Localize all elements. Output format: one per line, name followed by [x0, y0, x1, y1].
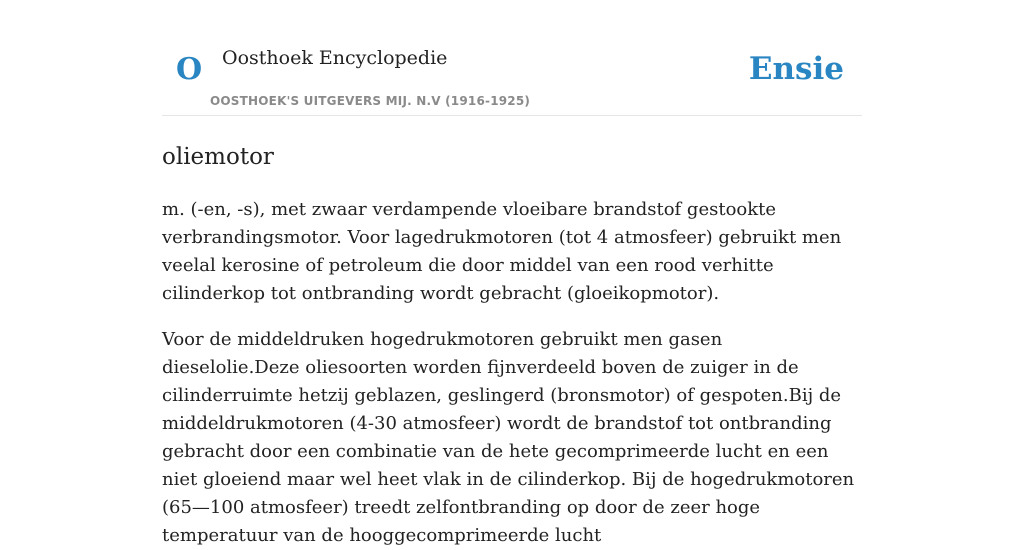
entry-paragraph: m. (-en, -s), met zwaar verdampende vloeibare brandstof gestookte verbrandingsmotor. Voor lagedrukmotoren (tot 4 atmosfeer) gebruikt men veelal kerosine of petroleum die door middel van een rood verhitte cilinderkop tot ontbranding wordt gebracht (gloeikopmotor). [162, 199, 842, 304]
entry-paragraph: Voor de middeldruken hogedrukmotoren gebruikt men gasen dieselolie.Deze oliesoorten worden fijnverdeeld boven de zuiger in de cilinderruimte hetzij geblazen, geslingerd (bronsmotor) of gespoten.Bij de middeldrukmotoren (4-30 atmosfeer) wordt de brandstof tot ontbranding gebracht door een combinatie van de hete gecomprimeerde lucht en een niet gloeiend maar wel heet vlak in de cilinderkop. Bij de hogedrukmotoren (65—100 atmosfeer) treedt zelfontbranding op door de zeer hoge temperatuur van de hooggecomprimeerde lucht [162, 329, 855, 546]
entry-content [162, 196, 862, 550]
site-header [162, 0, 862, 116]
publisher-subtitle: OOSTHOEK'S UITGEVERS MIJ. N.V (1916-1925) [210, 94, 531, 108]
site-logo-letter[interactable]: O [176, 52, 203, 87]
page [162, 0, 862, 546]
ensie-logo-link[interactable]: Ensie [748, 51, 844, 87]
site-title[interactable]: Oosthoek Encyclopedie [222, 47, 448, 69]
entry-headword: oliemotor [162, 144, 274, 170]
